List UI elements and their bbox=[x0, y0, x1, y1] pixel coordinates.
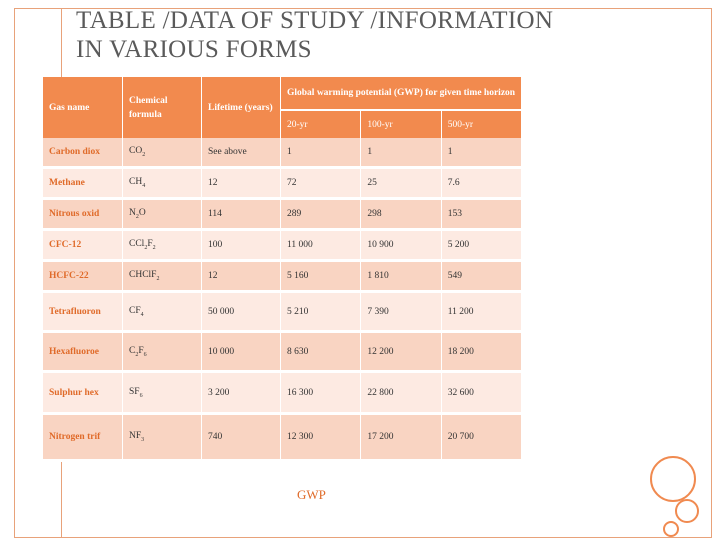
chemical-formula: $N_2O$ bbox=[123, 200, 202, 231]
gwp-table bbox=[43, 77, 521, 462]
slide-title bbox=[76, 6, 676, 64]
lifetime: 12 bbox=[202, 169, 281, 200]
gwp-100yr: 10 900 bbox=[361, 231, 441, 262]
table-row bbox=[43, 169, 521, 200]
gwp-500yr: 549 bbox=[442, 262, 521, 293]
slide-title-line-2: IN VARIOUS FORMS bbox=[76, 36, 312, 63]
lifetime: 740 bbox=[202, 415, 281, 462]
gwp-500yr: 18 200 bbox=[442, 333, 521, 373]
gwp-100yr: 1 810 bbox=[361, 262, 441, 293]
table-row bbox=[43, 200, 521, 231]
gwp-100yr: 1 bbox=[361, 138, 441, 169]
gwp-20yr: 8 630 bbox=[281, 333, 361, 373]
header-500yr: 500-yr bbox=[442, 111, 521, 138]
chemical-formula: CHClF$_2$ bbox=[123, 262, 202, 293]
gwp-20yr: 289 bbox=[281, 200, 361, 231]
gwp-20yr: 72 bbox=[281, 169, 361, 200]
lifetime: 50 000 bbox=[202, 293, 281, 333]
header-lifetime: Lifetime (years) bbox=[202, 77, 281, 138]
chemical-formula: $C_2F_6$ bbox=[123, 333, 202, 373]
table-caption: GWP bbox=[297, 487, 326, 502]
gwp-500yr: 11 200 bbox=[442, 293, 521, 333]
gas-name: Sulphur hex bbox=[43, 373, 123, 415]
slide-title-line-1: TABLE /DATA OF STUDY /INFORMATION bbox=[76, 7, 554, 34]
table-row bbox=[43, 262, 521, 293]
header-gwp: Global warming potential (GWP) for given time horizon bbox=[281, 77, 521, 111]
table-row bbox=[43, 231, 521, 262]
gas-name: Nitrous oxid bbox=[43, 200, 123, 231]
gwp-500yr: 153 bbox=[442, 200, 521, 231]
table-row bbox=[43, 138, 521, 169]
gwp-20yr: 5 210 bbox=[281, 293, 361, 333]
gas-name: Carbon diox bbox=[43, 138, 123, 169]
chemical-formula: $NF_3$ bbox=[123, 415, 202, 462]
gwp-500yr: 32 600 bbox=[442, 373, 521, 415]
chemical-formula: $CCl_2F_2$ bbox=[123, 231, 202, 262]
chemical-formula: $CO_2$ bbox=[123, 138, 202, 169]
decorative-circle-large bbox=[650, 456, 696, 502]
gwp-20yr: 12 300 bbox=[281, 415, 361, 462]
gwp-500yr: 5 200 bbox=[442, 231, 521, 262]
header-gas-name: Gas name bbox=[43, 77, 123, 138]
lifetime: 10 000 bbox=[202, 333, 281, 373]
header-chemical-formula: Chemical formula bbox=[123, 77, 202, 138]
gas-name: Methane bbox=[43, 169, 123, 200]
gwp-100yr: 25 bbox=[361, 169, 441, 200]
gwp-100yr: 17 200 bbox=[361, 415, 441, 462]
gwp-20yr: 5 160 bbox=[281, 262, 361, 293]
decorative-circle-tiny bbox=[663, 521, 679, 537]
table-row bbox=[43, 415, 521, 462]
table-row bbox=[43, 293, 521, 333]
gas-name: Hexafluoroe bbox=[43, 333, 123, 373]
chemical-formula: $SF_6$ bbox=[123, 373, 202, 415]
table-row bbox=[43, 373, 521, 415]
lifetime: 12 bbox=[202, 262, 281, 293]
chemical-formula: $CF_4$ bbox=[123, 293, 202, 333]
gwp-500yr: 1 bbox=[442, 138, 521, 169]
gwp-20yr: 11 000 bbox=[281, 231, 361, 262]
chemical-formula: $CH_4$ bbox=[123, 169, 202, 200]
gwp-100yr: 298 bbox=[361, 200, 441, 231]
gas-name: Tetrafluoron bbox=[43, 293, 123, 333]
gwp-100yr: 12 200 bbox=[361, 333, 441, 373]
gwp-100yr: 22 800 bbox=[361, 373, 441, 415]
gwp-500yr: 7.6 bbox=[442, 169, 521, 200]
header-100yr: 100-yr bbox=[361, 111, 441, 138]
lifetime: 100 bbox=[202, 231, 281, 262]
gwp-100yr: 7 390 bbox=[361, 293, 441, 333]
lifetime: 114 bbox=[202, 200, 281, 231]
lifetime: 3 200 bbox=[202, 373, 281, 415]
gas-name: CFC-12 bbox=[43, 231, 123, 262]
gwp-20yr: 16 300 bbox=[281, 373, 361, 415]
gas-name: HCFC-22 bbox=[43, 262, 123, 293]
table-row bbox=[43, 333, 521, 373]
decorative-circle-small bbox=[675, 499, 699, 523]
gwp-500yr: 20 700 bbox=[442, 415, 521, 462]
gwp-20yr: 1 bbox=[281, 138, 361, 169]
lifetime: See above bbox=[202, 138, 281, 169]
gas-name: Nitrogen trif bbox=[43, 415, 123, 462]
header-20yr: 20-yr bbox=[281, 111, 361, 138]
